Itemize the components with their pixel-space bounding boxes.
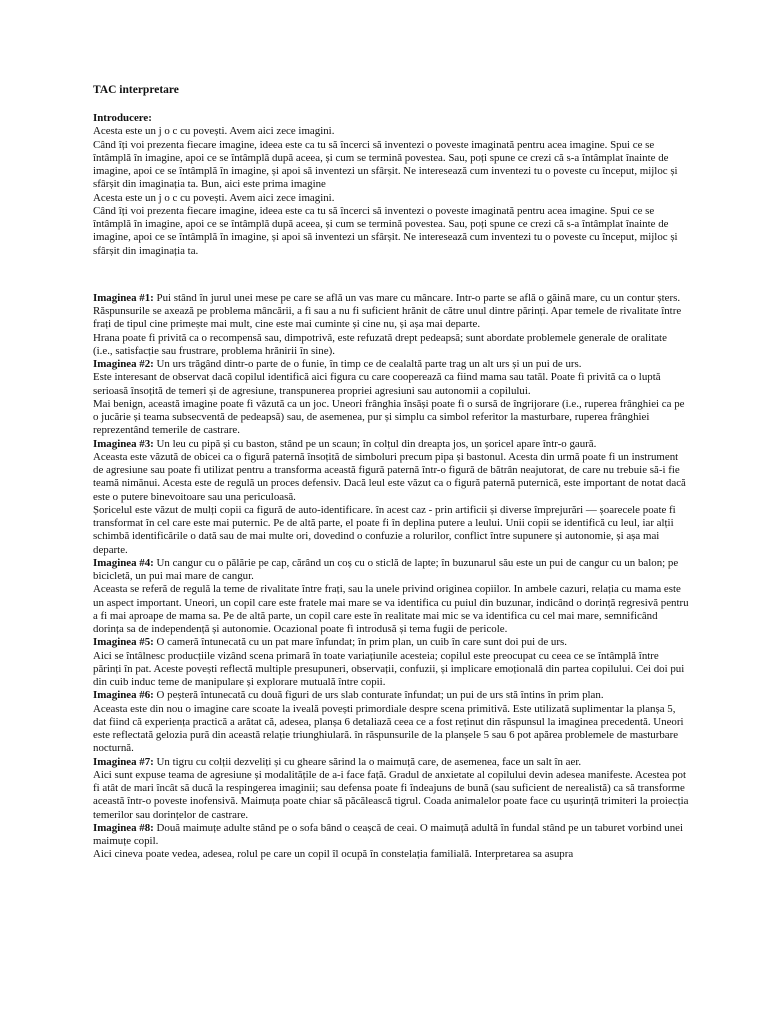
image-summary: O peșteră întunecată cu două figuri de urs slab conturate înfundat; un pui de urs stă întins în prim plan.: [153, 689, 604, 702]
image-entry-6: [93, 689, 689, 755]
image-summary: Două maimuțe adulte stând pe o sofa bând o ceașcă de ceai. O maimuță adultă în fundal stând pe un taburet vorbind unei maimuțe copil.: [93, 821, 684, 847]
image-label: Imaginea #3:: [93, 437, 154, 450]
image-entry-1: [93, 292, 689, 358]
interpretation-paragraph: Aceasta se referă de regulă la teme de rivalitate între frați, sau la unele privind originea copiilor. In ambele cazuri, relația cu mama este un aspect important. Uneori, un copil care este fratele mai mare se va identifica cu puiul din buzunar, indicând o dorință regresivă pentru a fi mai aproape de mama sa. Pe de altă parte, un copil care este în realitate mai mic se va identifica cu cel mai mare, semnificând dorința sa de independență și autonomie. Ocazional poate fi introdusă și tema fugii de pericole.: [93, 583, 689, 635]
image-entry-3: [93, 438, 689, 557]
interpretation-paragraph: Este interesant de observat dacă copilul identifică aici figura cu care cooperează ca fiind mama sau tatăl. Poate fi privită ca o luptă serioasă însoțită de temeri și de agresiune, transpunerea propriei agresiuni sau autonomii a copilului.: [93, 371, 661, 397]
image-entry-4: [93, 557, 689, 637]
image-description: [93, 689, 689, 702]
image-label: Imaginea #6:: [93, 689, 154, 702]
image-label: Imaginea #7:: [93, 755, 154, 768]
intro-heading: Introducere:: [93, 112, 152, 124]
interpretation-paragraph: Aici cineva poate vedea, adesea, rolul pe care un copil îl ocupă în constelația familială. Interpretarea sa asupra: [93, 848, 574, 861]
intro-paragraph: Când îți voi prezenta fiecare imagine, ideea este ca tu să încerci să inventezi o poveste imaginată pentru acea imagine. Spui ce se întâmplă în imagine, apoi ce se întâmplă după aceea, și cum se termină povestea. Sau, poți spune ce crezi că s-a întâmplat înainte de imagine, apoi ce se întâmplă în imagine, și apoi să inventezi un sfârșit. Ne interesează cum inventezi tu o poveste cu început, mijloc și sfârșit din imaginația ta.: [93, 204, 678, 257]
image-entry-5: [93, 636, 689, 689]
image-summary: Un cangur cu o pălărie pe cap, cărând un coș cu o sticlă de lapte; în buzunarul său este un pui de cangur cu un balon; pe bicicletă, un pui mai mare de cangur.: [93, 556, 679, 582]
image-description: [93, 438, 689, 451]
image-description: [93, 822, 689, 849]
interpretation-paragraph: Aici sunt expuse teama de agresiune și modalitățile de a-i face față. Gradul de anxietate al copilului devin adesea manifeste. Acestea pot fi atât de mari încât să ducă la respingerea imaginii; sau defensa poate fi îndeajuns de bună (sau suficient de nerealistă) ca să transforme această într-o poveste inofensivă. Maimuța poate chiar să păcălească tigrul. Coada animalelor poate face cu ușurință trimiteri la proiecția temerilor sau dorințelor de castrare.: [93, 768, 689, 821]
interpretation-paragraph: Șoricelul este văzut de mulți copii ca figură de auto-identificare. în acest caz - prin artificii și diverse împrejurări — șoarecele poate fi transformat în cel care este mai puternic. Pe de altă parte, el poate fi în deplina putere a leului. Unii copii se identifică cu leul, iar alții schimbă identificările o dată sau de mai multe ori, dovedind o confuzie a rolurilor, conflict între supunere și autonomie, și așa mai departe.: [93, 503, 676, 556]
intro-paragraph: Acesta este un j o c cu povești. Avem aici zece imagini.: [93, 191, 335, 204]
interpretation-paragraph: Aceasta este văzută de obicei ca o figură paternă însoțită de simboluri precum pipa și bastonul. Acesta din urmă poate fi un instrument de agresiune sau poate fi utilizat pentru a transforma această figură paternă într-o figură de bătrân neajutorat, de care nu trebuie să-i fie teamă nimănui. Acesta este de regulă un proces defensiv. Dacă leul este văzut ca o figură paternă puternică, este important de notat dacă este o putere binevoitoare sau una periculoasă.: [93, 450, 686, 503]
page-title: TAC interpretare: [93, 84, 179, 96]
image-label: Imaginea #5:: [93, 636, 154, 649]
image-entry-7: [93, 756, 689, 822]
interpretation-paragraph: Aceasta este din nou o imagine care scoate la iveală povești primordiale despre scena primitivă. Este utilizată suplimentar la planșa 5, dat fiind că experiența practică a arătat că, adesea, planșa 6 detaliază ceea ce a fost reținut din răspunsul la imaginea precedentă. Uneori este reflectată gelozia pură din această relație triunghiulară. în răspunsurile de la planșele 5 sau 6 pot apărea problemele de masturbare nocturnă.: [93, 702, 684, 755]
image-description: [93, 292, 689, 305]
image-summary: Un tigru cu colții dezveliți și cu gheare sărind la o maimuță care, de asemenea, face un salt în aer.: [153, 755, 582, 768]
image-label: Imaginea #4:: [93, 556, 154, 569]
interpretation-paragraph: Aici se întâlnesc producțiile vizând scena primară în toate variațiunile acesteia; copilul este preocupat cu ceea ce se întâmplă între părinți în pat. Aceste povești reflectă multiple presupuneri, observații, confuzii, și implicare emoțională din partea copilului. Cei doi pui din cuib induc teme de manipulare și explorare mutuală între copii.: [93, 649, 685, 688]
image-entry-8: [93, 822, 689, 862]
image-description: [93, 636, 689, 649]
image-label: Imaginea #8:: [93, 821, 154, 834]
image-summary: O cameră întunecată cu un pat mare înfundat; în prim plan, un cuib în care sunt doi pui de urs.: [153, 636, 567, 649]
image-label: Imaginea #2:: [93, 358, 154, 370]
image-description: [93, 756, 689, 769]
image-summary: Un urs trăgând dintr-o parte de o funie, în timp ce de cealaltă parte trag un alt urs și un pui de urs.: [153, 358, 582, 370]
image-label: Imaginea #1:: [93, 291, 154, 304]
intro-paragraph: Când îți voi prezenta fiecare imagine, ideea este ca tu să încerci să inventezi o poveste imaginată pentru acea imagine. Spui ce se întâmplă în imagine, apoi ce se întâmplă după aceea, și cum se termină povestea. Sau, poți spune ce crezi că s-a întâmplat înainte de imagine, apoi ce se întâmplă în imagine, și apoi să inventezi un sfârșit. Ne interesează cum inventezi tu o poveste cu început, mijloc și sfârșit din imaginația ta. Bun, aici este prima imagine: [93, 138, 678, 191]
interpretation-paragraph: Mai benign, această imagine poate fi văzută ca un joc. Uneori frânghia însăși poate fi o sursă de îngrijorare (i.e., ruperea frânghiei ca pe o jucărie și teama subsecventă de pedeapsă) sau, de asemenea, pur și simplu ca simbol referitor la masturbare, ruperea frânghiei reprezentând temerile de castrare.: [93, 397, 685, 437]
section-spacer: [93, 258, 689, 292]
document-body: [93, 112, 689, 862]
image-description: [93, 557, 689, 584]
image-summary: Pui stând în jurul unei mese pe care se află un vas mare cu mâncare. Intr-o parte se află o găină mare, cu un contur șters.: [153, 291, 681, 304]
interpretation-paragraph: Hrana poate fi privită ca o recompensă sau, dimpotrivă, este refuzată drept pedeapsă; sunt abordate problemele generale de oralitate (i.e., satisfacție sau frustrare, problema hrănirii în sine).: [93, 331, 667, 357]
intro-paragraph: Acesta este un j o c cu povești. Avem aici zece imagini.: [93, 125, 335, 138]
image-summary: Un leu cu pipă și cu baston, stând pe un scaun; în colțul din dreapta jos, un șoricel apare într-o gaură.: [153, 437, 597, 450]
image-entry-2: [93, 358, 689, 438]
image-description: [93, 358, 689, 371]
interpretation-paragraph: Răspunsurile se axează pe problema mâncării, a fi sau a nu fi suficient hrănit de către unul dintre părinți. Apar temele de rivalitate între frați de tipul cine primește mai mult, cine este mai cuminte și cine nu, și așa mai departe.: [93, 305, 682, 331]
